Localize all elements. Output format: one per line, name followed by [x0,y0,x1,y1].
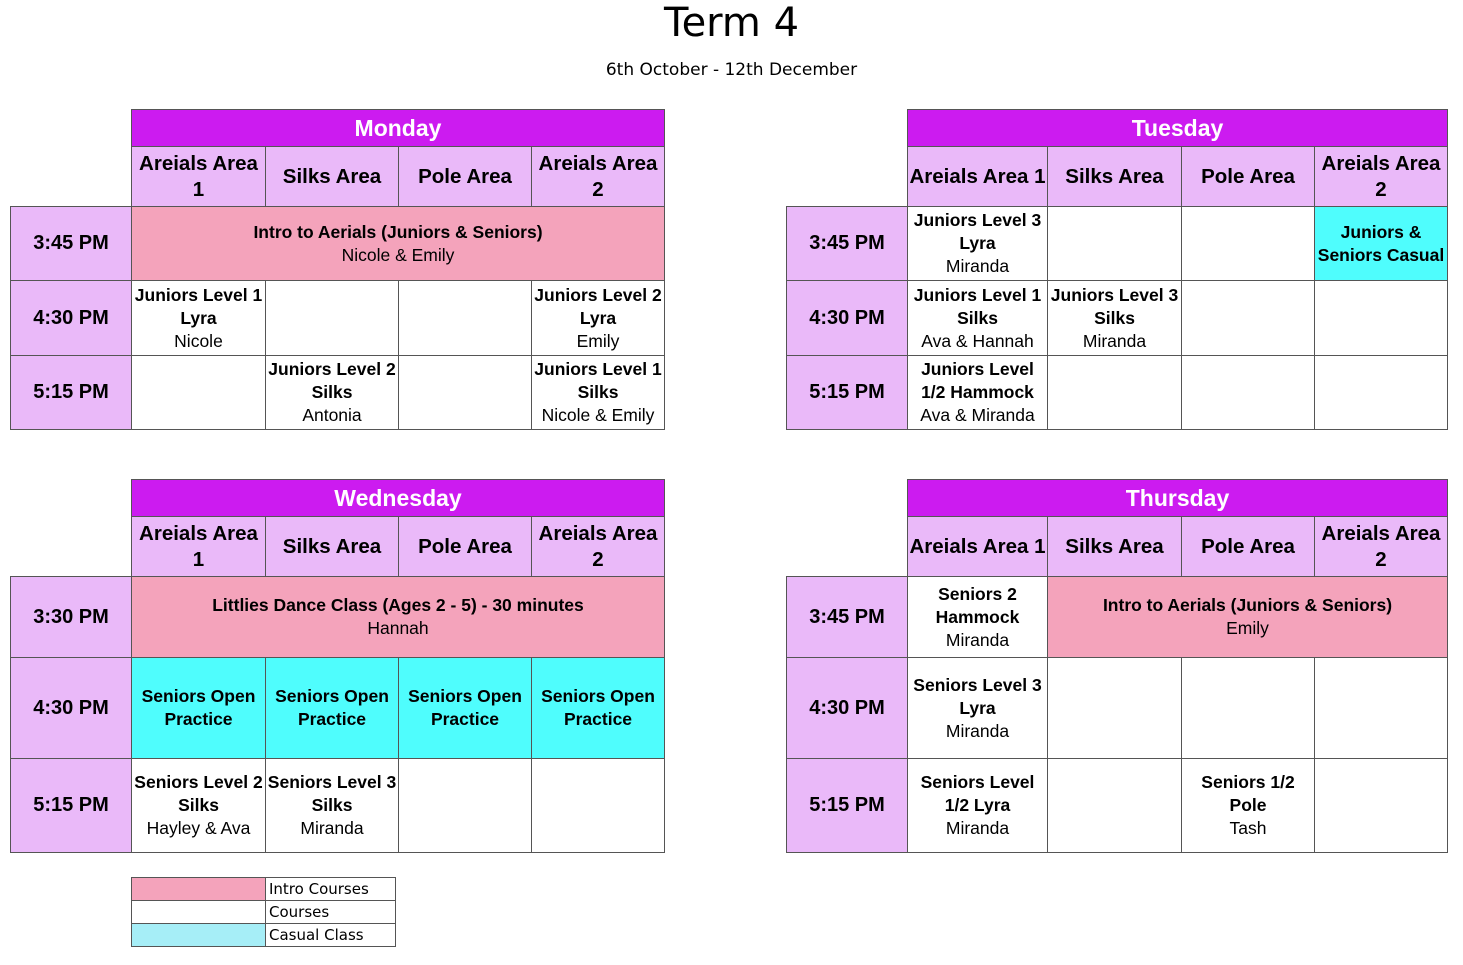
day-header-thursday: Thursday [908,480,1448,517]
time-slot: 4:30 PM [787,281,908,356]
empty-cell [399,281,532,356]
class-name: Seniors Open Practice [141,686,256,729]
instructor-name: Hannah [367,618,429,638]
corner-blank [787,147,908,207]
time-slot: 3:45 PM [787,207,908,281]
wednesday-schedule [10,479,665,853]
class-name: Juniors Level 3 Lyra [913,210,1042,253]
legend-swatch-intro [132,878,266,901]
corner-blank [11,517,132,577]
class-name: Juniors Level 1 Lyra [134,284,263,328]
column-header-areials-area-1: Areials Area 1 [908,147,1048,207]
legend-label-courses: Courses [266,901,396,924]
class-cell [532,281,665,356]
instructor-name: Hayley & Ava [146,818,251,838]
empty-cell [1182,658,1315,759]
empty-cell [1315,356,1448,430]
legend [131,877,396,947]
class-name: Seniors Level 3 Silks [267,772,397,815]
thursday-schedule [786,479,1448,853]
day-header-monday: Monday [132,110,665,147]
class-cell [532,658,665,759]
empty-cell [399,356,532,430]
class-cell [132,281,266,356]
corner-blank [11,110,132,147]
class-cell [266,759,399,853]
column-header-pole-area: Pole Area [1182,517,1315,577]
class-name: Seniors Level 2 Silks [134,772,263,815]
class-name: Juniors Level 1/2 Hammock [921,359,1034,402]
class-name: Littlies Dance Class (Ages 2 - 5) - 30 minutes [212,595,584,615]
class-name: Juniors Level 1 Silks [534,359,662,402]
column-header-silks-area: Silks Area [266,147,399,207]
corner-blank [787,517,908,577]
time-slot: 3:30 PM [11,577,132,658]
class-name: Seniors Level 1/2 Lyra [920,772,1035,815]
time-slot: 5:15 PM [11,759,132,853]
instructor-name: Nicole [174,330,223,351]
empty-cell [1048,658,1182,759]
time-slot: 4:30 PM [11,658,132,759]
instructor-name: Miranda [945,629,1010,650]
legend-label-intro: Intro Courses [266,878,396,901]
class-name: Intro to Aerials (Juniors & Seniors) [253,221,543,242]
column-header-areials-area-2: Areials Area 2 [532,517,665,577]
class-name: Seniors 1/2 Pole [1201,772,1295,815]
class-cell [132,207,665,281]
class-cell [908,281,1048,356]
instructor-name: Nicole & Emily [541,405,655,425]
term-dates: 6th October - 12th December [605,60,858,80]
class-name: Seniors Open Practice [408,686,522,729]
instructor-name: Ava & Hannah [921,330,1034,351]
empty-cell [1315,658,1448,759]
day-header-tuesday: Tuesday [908,110,1448,147]
class-name: Juniors Level 1 Silks [913,284,1042,328]
instructor-name: Emily [576,330,620,351]
time-slot: 4:30 PM [787,658,908,759]
empty-cell [1182,281,1315,356]
instructor-name: Emily [1226,618,1269,638]
empty-cell [1315,281,1448,356]
class-cell [908,577,1048,658]
class-name: Juniors Level 2 Lyra [534,284,662,328]
class-cell [132,577,665,658]
legend-swatch-casual [132,924,266,947]
time-slot: 3:45 PM [787,577,908,658]
empty-cell [1182,207,1315,281]
instructor-name: Tash [1229,818,1267,838]
instructor-name: Miranda [1082,330,1147,351]
class-cell [132,658,266,759]
column-header-areials-area-2: Areials Area 2 [1315,517,1448,577]
class-cell [1048,281,1182,356]
instructor-name: Miranda [300,818,364,838]
class-cell [908,658,1048,759]
instructor-name: Miranda [945,818,1010,838]
column-header-silks-area: Silks Area [1048,147,1182,207]
monday-schedule [10,109,665,430]
corner-blank [11,147,132,207]
column-header-areials-area-2: Areials Area 2 [532,147,665,207]
instructor-name: Miranda [945,720,1010,741]
empty-cell [1048,356,1182,430]
column-header-pole-area: Pole Area [399,517,532,577]
column-header-silks-area: Silks Area [266,517,399,577]
column-header-pole-area: Pole Area [1182,147,1315,207]
corner-blank [787,110,908,147]
empty-cell [1048,207,1182,281]
class-name: Seniors Level 3 Lyra [913,674,1042,718]
class-cell [908,207,1048,281]
class-cell [399,658,532,759]
instructor-name: Ava & Miranda [920,405,1035,425]
empty-cell [1182,356,1315,430]
page-title: Term 4 [663,0,800,46]
class-cell [908,759,1048,853]
tuesday-schedule [786,109,1448,430]
time-slot: 5:15 PM [11,356,132,430]
corner-blank [787,480,908,517]
class-name: Intro to Aerials (Juniors & Seniors) [1102,595,1393,615]
instructor-name: Nicole & Emily [341,244,455,265]
class-cell [132,759,266,853]
class-cell [1315,207,1448,281]
class-cell [266,356,399,430]
day-header-wednesday: Wednesday [132,480,665,517]
legend-label-casual: Casual Class [266,924,396,947]
class-name: Juniors & Seniors Casual [1317,221,1445,265]
class-cell [1182,759,1315,853]
empty-cell [532,759,665,853]
instructor-name: Antonia [302,405,362,425]
class-name: Juniors Level 2 Silks [268,359,396,402]
class-name: Juniors Level 3 Silks [1050,284,1179,328]
class-cell [1048,577,1448,658]
column-header-areials-area-1: Areials Area 1 [908,517,1048,577]
column-header-silks-area: Silks Area [1048,517,1182,577]
class-cell [266,658,399,759]
empty-cell [266,281,399,356]
class-cell [908,356,1048,430]
column-header-pole-area: Pole Area [399,147,532,207]
legend-swatch-courses [132,901,266,924]
column-header-areials-area-2: Areials Area 2 [1315,147,1448,207]
empty-cell [132,356,266,430]
column-header-areials-area-1: Areials Area 1 [132,517,266,577]
time-slot: 5:15 PM [787,356,908,430]
empty-cell [399,759,532,853]
column-header-areials-area-1: Areials Area 1 [132,147,266,207]
class-name: Seniors Open Practice [275,686,389,729]
time-slot: 5:15 PM [787,759,908,853]
time-slot: 4:30 PM [11,281,132,356]
class-name: Seniors 2 Hammock [935,583,1020,627]
instructor-name: Miranda [945,256,1010,276]
empty-cell [1048,759,1182,853]
time-slot: 3:45 PM [11,207,132,281]
class-cell [532,356,665,430]
class-name: Seniors Open Practice [541,686,655,729]
empty-cell [1315,759,1448,853]
corner-blank [11,480,132,517]
